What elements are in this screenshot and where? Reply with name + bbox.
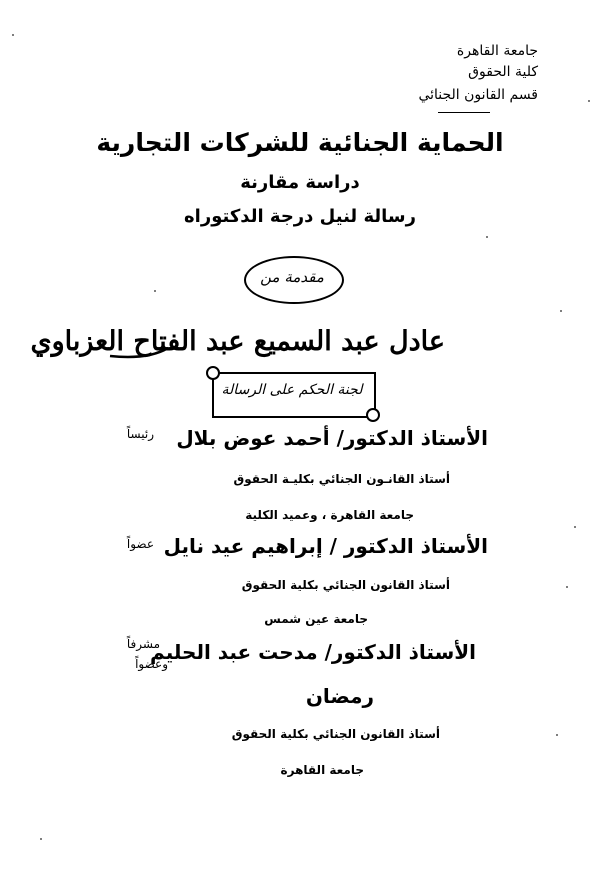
scan-speck [566,586,568,588]
scroll-curl-right [366,408,380,422]
member-position: أستاذ القانون الجنائي بكلية الحقوق [231,727,440,741]
thesis-subtitle: دراسة مقارنة [240,172,360,193]
thesis-title: الحماية الجنائية للشركات التجارية [96,128,504,157]
member-role: عضواً [126,537,154,551]
scan-speck [486,236,488,238]
member-institution: جامعة عين شمس [264,612,368,626]
member-name-continued: رمضان [305,684,374,708]
presented-by-label: مقدمة من [260,268,324,286]
committee-label: لجنة الحكم على الرسالة [221,382,363,398]
degree-line: رسالة لنيل درجة الدكتوراه [184,206,416,227]
member-name: الأستاذ الدكتور/ أحمد عوض بلال [176,426,488,450]
member-name: الأستاذ الدكتور / إبراهيم عيد نايل [163,534,488,558]
scroll-curl-left [206,366,220,380]
member-institution: جامعة القاهرة [280,763,364,777]
member-role: مشرفاً [126,637,160,651]
scan-speck [588,100,590,102]
department-name: قسم القانون الجنائي [418,87,538,103]
member-role: رئيساً [126,427,154,441]
member-role-secondary: وعضواً [135,657,168,671]
scan-speck [40,838,42,840]
member-institution: جامعة القاهرة ، وعميد الكلية [245,508,414,522]
member-name: الأستاذ الدكتور/ مدحت عبد الحليم [150,640,476,664]
university-name: جامعة القاهرة [456,43,538,59]
scan-speck [12,34,14,36]
member-position: أستاذ القانـون الجنائي بكليـة الحقوق [233,472,450,486]
member-position: أستاذ القانون الجنائي بكلية الحقوق [241,578,450,592]
scan-speck [154,290,156,292]
scan-speck [574,526,576,528]
scan-speck [560,310,562,312]
author-name: عادل عبد السميع عبد الفتاح العزباوي [30,326,445,357]
scan-speck [556,734,558,736]
faculty-name: كلية الحقوق [468,64,538,80]
header-underline [438,112,490,113]
author-swash-decoration [108,344,170,362]
